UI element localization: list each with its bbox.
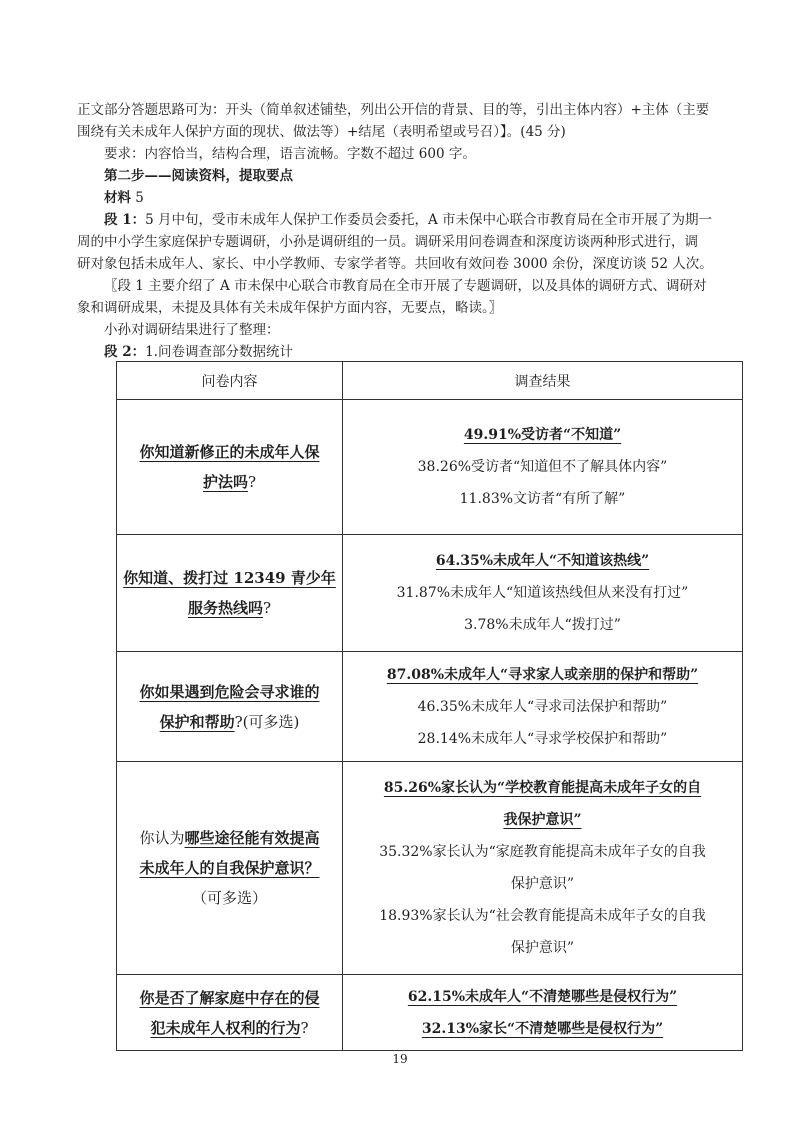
question-mark: ?: [247, 473, 257, 491]
note-line-1: 〖段 1 主要介绍了 A 市未保中心联合市教育局在全市开展了专题调研，以及具体的调研方式、调研对: [104, 278, 707, 294]
question-text: 犯未成年人权利的行为: [150, 1018, 301, 1037]
table-row: [117, 400, 743, 535]
para2-label: 段 2：: [104, 344, 146, 360]
para1-label: 段 1：: [104, 212, 146, 228]
table-row: [117, 762, 743, 975]
result-line: 32.13%家长“不清楚哪些是侵权行为”: [421, 1020, 664, 1037]
result-line: 保护意识”: [510, 940, 575, 956]
question-text: 保护和帮助: [159, 712, 235, 731]
result-line: 18.93%家长认为“社会教育能提高未成年子女的自我: [379, 908, 706, 924]
question-cell: [117, 400, 343, 535]
result-line: 85.26%家长认为“学校教育能提高未成年子女的自: [383, 780, 702, 796]
document-body: [77, 99, 742, 363]
material-number: 5: [135, 190, 144, 206]
question-mark: ?(可多选): [234, 712, 300, 731]
para2-line: [77, 341, 742, 363]
question-text: 你是否了解家庭中存在的侵: [139, 988, 320, 1007]
header-question: 问卷内容: [117, 362, 343, 400]
result-cell: [343, 975, 743, 1051]
para1-text-1: 5 月中旬，受市未成年人保护工作委员会委托，A 市未保中心联合市教育局在全市开展了为期一: [145, 212, 713, 228]
result-line: 62.15%未成年人“不清楚哪些是侵权行为”: [407, 988, 678, 1005]
result-line: 28.14%未成年人“寻求学校保护和帮助”: [417, 730, 668, 747]
question-text: 你知道新修正的未成年人保: [139, 443, 320, 461]
result-line: 31.87%未成年人“知道该热线但从来没有打过”: [396, 585, 689, 601]
page-number: 19: [392, 1052, 408, 1066]
table-row: [117, 975, 743, 1051]
question-text: 你如果遇到危险会寻求谁的: [139, 682, 320, 701]
question-mark: ?: [300, 1018, 309, 1037]
question-text: 你知道、拨打过 12349 青少年: [123, 569, 336, 587]
para2-text: 1.问卷调查部分数据统计: [145, 344, 293, 360]
result-line: 64.35%未成年人“不知道该热线”: [435, 553, 650, 569]
para1-line-1: [77, 209, 742, 231]
step2-heading: 第二步——阅读资料，提取要点: [104, 168, 293, 184]
question-text: 哪些途径能有效提高: [184, 829, 320, 847]
result-line: 11.83%文访者“有所了解”: [459, 491, 626, 507]
question-cell: [117, 535, 343, 652]
note-line-2: 象和调研成果，未提及具体有关未成年保护方面内容，无要点，略读。〗: [77, 300, 503, 316]
question-mark: ?: [262, 599, 272, 617]
result-cell: [343, 535, 743, 652]
result-cell: [343, 652, 743, 762]
material-label: 材料: [104, 190, 131, 206]
question-text: 护法吗: [202, 473, 248, 491]
result-line: 49.91%受访者“不知道”: [463, 427, 622, 443]
question-cell: [117, 975, 343, 1051]
question-text: 未成年人的自我保护意识？: [139, 859, 320, 877]
result-line: 35.32%家长认为“家庭教育能提高未成年子女的自我: [379, 844, 706, 860]
material-heading: [77, 187, 742, 209]
requirement-text: 要求：内容恰当，结构合理，语言流畅。字数不超过 600 字。: [104, 146, 476, 162]
table-header-row: [117, 362, 743, 400]
result-line: 我保护意识”: [503, 812, 582, 828]
question-cell: [117, 762, 343, 975]
xiaosun-line: 小孙对调研结果进行了整理：: [104, 322, 280, 338]
intro-line-1: 正文部分答题思路可为：开头（简单叙述铺垫，列出公开信的背景、目的等，引出主体内容）+主体（主要: [77, 102, 710, 118]
result-cell: [343, 400, 743, 535]
para1-line-3: 研对象包括未成年人、家长、中小学教师、专家学者等。共回收有效问卷 3000 余份，深度访谈 52 人次。: [77, 256, 713, 272]
table-row: [117, 535, 743, 652]
result-line: 46.35%未成年人“寻求司法保护和帮助”: [417, 698, 668, 715]
question-prefix: 你认为: [139, 829, 185, 847]
header-result: 调查结果: [343, 362, 743, 400]
result-cell: [343, 762, 743, 975]
result-line: 87.08%未成年人“寻求家人或亲朋的保护和帮助”: [386, 666, 699, 683]
question-cell: [117, 652, 343, 762]
result-line: 保护意识”: [510, 876, 575, 892]
survey-table: [116, 361, 743, 1051]
result-line: 38.26%受访者“知道但不了解具体内容”: [417, 459, 668, 475]
table-row: [117, 652, 743, 762]
question-text: 服务热线吗: [187, 599, 263, 617]
intro-line-2: 围绕有关未成年人保护方面的现状、做法等）+结尾（表明希望或号召）】。(45 分): [77, 124, 566, 140]
question-note: （可多选）: [191, 889, 267, 907]
result-line: 3.78%未成年人“拨打过”: [464, 617, 621, 633]
para1-line-2: 周的中小学生家庭保护专题调研，小孙是调研组的一员。调研采用问卷调查和深度访谈两种形式进行，调: [77, 234, 698, 250]
